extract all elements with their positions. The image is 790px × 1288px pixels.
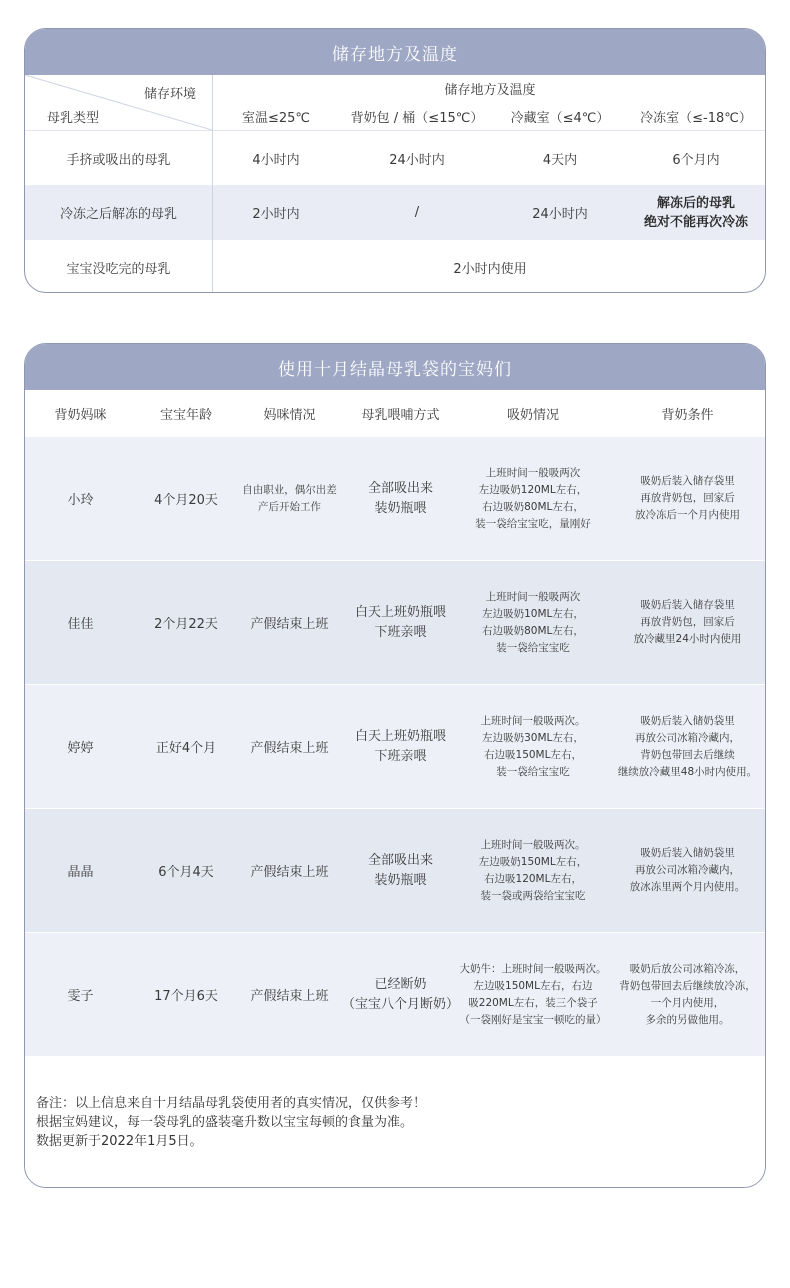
cell-line: 一个月内使用， [650,996,725,1009]
milk-type-cell: 手挤或吸出的母乳 [25,130,212,185]
pumping-cell [458,933,608,1056]
cell-line: 吸奶后装入储存袋里 [640,475,735,487]
cell-line: 左边吸奶150ML左右， [478,855,588,868]
cell-line: 产假结束上班 [250,865,329,880]
storage-cell: 24小时内 [339,130,495,185]
cell-line: 再放背奶包，回家后 [640,616,735,628]
cell-line: 下班亲喂 [374,624,427,640]
cell-line: 产假结束上班 [250,741,329,756]
pumping-cell [458,561,608,684]
storage-title: 储存地方及温度 [25,29,765,75]
storage-cell: 6个月内 [625,130,766,185]
baby-age-cell: 17个月6天 [154,989,218,1004]
feeding-cell [343,561,458,684]
cell-line: 吸奶后放公司冰箱冷冻， [629,962,746,975]
mom-name-cell: 雯子 [67,989,94,1004]
cell-line: 吸奶后装入储存袋里 [640,599,735,611]
cell-line: 上班时间一般吸两次 [485,466,581,479]
cell-line: 全部吸出来 [367,480,433,496]
storage-card [24,28,766,293]
storage-cell: 2小时内 [252,207,300,222]
header-cell: 背奶妈咪 [54,408,107,423]
cell-line: 装一袋或两袋给宝宝吃 [480,889,586,902]
footnote-line: 根据宝妈建议，每一袋母乳的盛装毫升数以宝宝每顿的食量为准。 [36,1115,414,1130]
situation-cell [236,437,343,560]
header-cell: 妈咪情况 [263,408,316,423]
cell-line: 左边吸奶10ML左右， [482,607,584,620]
cell-line: 再放公司冰箱冷藏内， [635,864,740,876]
cell-line: 下班亲喂 [374,748,427,764]
cell-line: 装一袋给宝宝吃 [496,765,570,778]
condition-cell [608,809,766,932]
cell-line: 多余的另做他用。 [645,1013,730,1026]
header-cell: 吸奶情况 [506,408,559,423]
storage-cell: 4天内 [495,130,625,185]
cell-line: 全部吸出来 [367,852,433,868]
situation-cell [236,933,343,1056]
condition-cell [608,561,766,684]
feeding-cell [343,685,458,808]
cell-line: 已经断奶 [374,976,427,992]
cell-line: 右边吸奶80ML左右， [482,624,584,637]
cell-line: 上班时间一般吸两次。 [480,838,586,851]
moms-card [24,343,766,1188]
cell-line: （一袋刚好是宝宝一顿吃的量） [459,1013,607,1026]
mom-name-cell: 佳佳 [67,617,94,632]
mom-name-cell: 小玲 [67,493,94,508]
cell-line: 上班时间一般吸两次。 [480,714,586,727]
cell-line: 背奶包带回去后继续 [640,748,735,761]
pumping-cell [458,437,608,560]
cell-line: 装奶瓶喂 [374,872,427,888]
storage-cell: 4小时内 [213,130,339,185]
cell-line: 装奶瓶喂 [374,500,427,516]
cell-line: 放冷藏里24小时内使用 [633,633,742,645]
corner-header [25,75,212,130]
cell-line: 产假结束上班 [250,989,329,1004]
situation-cell [236,685,343,808]
footnote [36,1094,426,1151]
feeding-cell [343,437,458,560]
cell-line: 吸奶后装入储奶袋里 [640,847,735,859]
cell-line: 产假结束上班 [250,617,329,632]
situation-cell [236,561,343,684]
baby-age-cell: 正好4个月 [155,741,217,756]
cell-line: 右边吸150ML左右， [484,748,582,761]
cell-line: 再放背奶包，回家后 [640,492,735,504]
footnote-line: 备注：以上信息来自十月结晶母乳袋使用者的真实情况，仅供参考！ [36,1096,427,1111]
column-header: 背奶包 / 桶（≤15℃） [350,110,484,126]
header-cell: 背奶条件 [661,408,714,423]
cell-line: 吸奶后装入储奶袋里 [640,714,735,727]
header-cell: 母乳喂哺方式 [361,408,440,423]
footnote-line: 数据更新于2022年1月5日。 [36,1134,203,1149]
cell-line: 产后开始工作 [258,500,321,513]
cell-line: 左边吸奶30ML左右， [482,731,584,744]
storage-cell: / [414,205,420,220]
feeding-cell [343,933,458,1056]
milk-type-cell: 宝宝没吃完的母乳 [66,261,171,277]
cell-line: 装一袋给宝宝吃，量刚好 [475,517,591,530]
feeding-cell [343,809,458,932]
baby-age-cell: 2个月22天 [154,617,218,632]
cell-line: 装一袋给宝宝吃 [496,641,570,654]
merged-storage-cell: 2小时内使用 [453,261,527,277]
cell-line: 放冰冻里两个月内使用。 [629,881,746,893]
cell-line: 大奶牛：上班时间一般吸两次。 [459,962,607,975]
cell-line: （宝宝八个月断奶） [342,996,460,1012]
cell-line: 左边吸奶120ML左右， [478,483,588,496]
cell-line: 右边吸120ML左右， [484,872,582,885]
cell-line: 自由职业，偶尔出差 [242,483,337,496]
baby-age-cell: 6个月4天 [158,865,214,880]
group-header: 储存地方及温度 [444,83,536,98]
moms-title: 使用十月结晶母乳袋的宝妈们 [25,344,765,390]
warning-line: 绝对不能再次冷冻 [643,214,748,230]
baby-age-cell: 4个月20天 [154,493,218,508]
condition-cell [608,437,766,560]
condition-cell [608,933,766,1056]
pumping-cell [458,685,608,808]
cell-line: 吸220ML左右，装三个袋子 [468,996,598,1009]
storage-cell: 24小时内 [532,207,588,222]
cell-line: 白天上班奶瓶喂 [354,604,446,620]
warning-line: 解冻后的母乳 [656,195,735,211]
cell-line: 上班时间一般吸两次 [485,590,581,603]
condition-cell [608,685,766,808]
situation-cell [236,809,343,932]
mom-name-cell: 婷婷 [67,741,94,756]
column-header: 冷藏室（≤4℃） [510,110,610,126]
mom-name-cell: 晶晶 [67,865,94,880]
cell-line: 左边吸150ML左右，右边 [473,979,593,992]
cell-line: 继续放冷藏里48小时内使用。 [617,765,758,778]
cell-line: 右边吸奶80ML左右， [482,500,584,513]
column-header: 室温≤25℃ [241,110,311,126]
corner-top-label: 储存环境 [143,87,196,102]
milk-type-cell: 冷冻之后解冻的母乳 [25,185,212,240]
mom-rows [25,437,766,1057]
warning-cell [625,185,766,240]
cell-line: 白天上班奶瓶喂 [354,728,446,744]
header-cell: 宝宝年龄 [159,408,212,423]
column-header: 冷冻室（≤-18℃） [640,110,752,126]
header-row [25,390,766,437]
pumping-cell [458,809,608,932]
cell-line: 再放公司冰箱冷藏内， [635,731,740,744]
corner-bottom-label: 母乳类型 [47,111,100,126]
cell-line: 背奶包带回去后继续放冷冻， [619,979,756,992]
cell-line: 放冷冻后一个月内使用 [635,509,740,521]
